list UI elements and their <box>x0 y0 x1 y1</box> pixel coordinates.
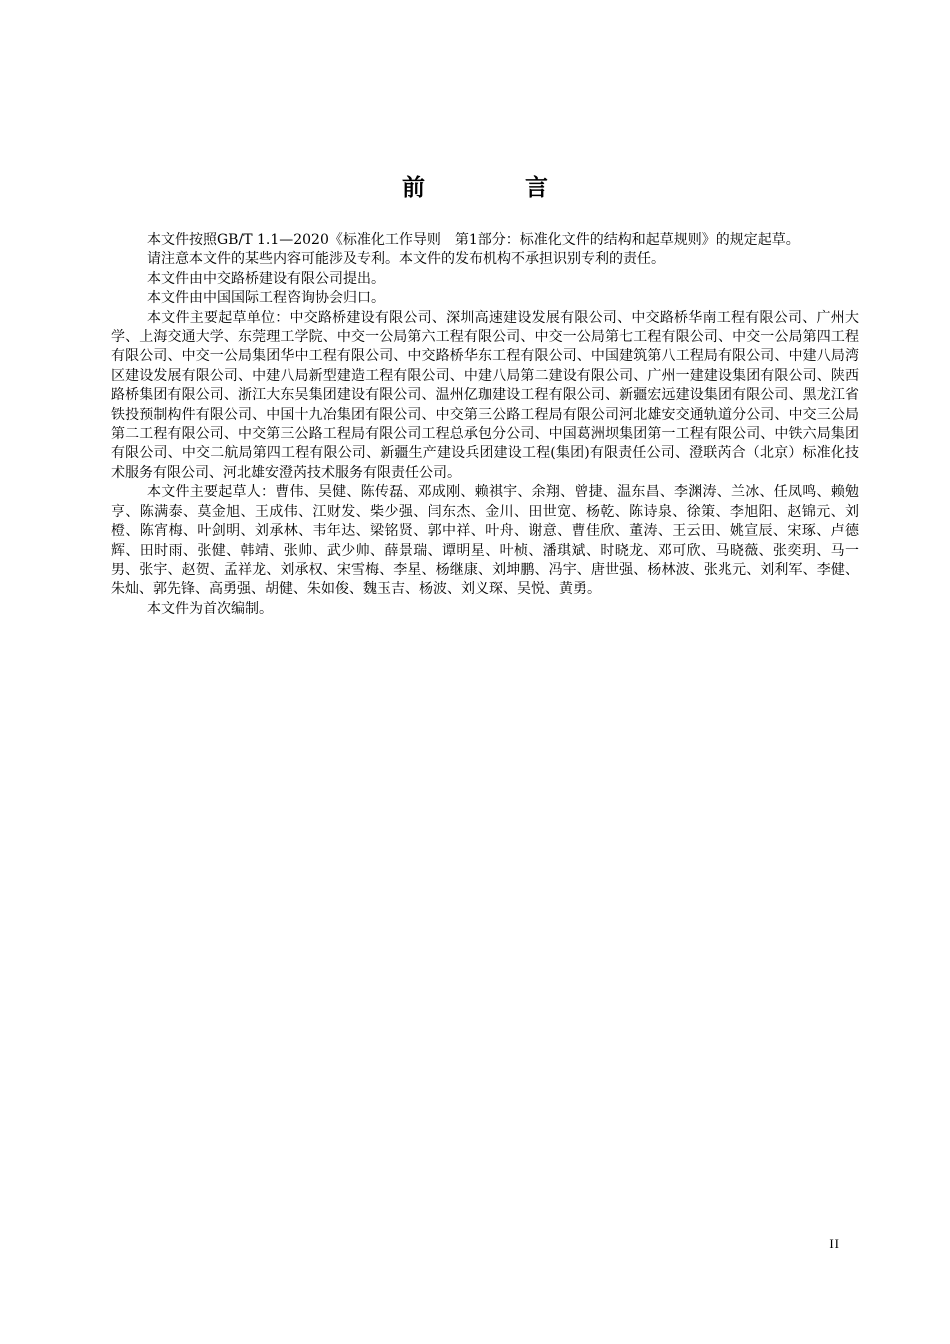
paragraph-patent-notice: 请注意本文件的某些内容可能涉及专利。本文件的发布机构不承担识别专利的责任。 <box>147 251 665 268</box>
paragraph-drafting-basis: 本文件按照GB/T 1.1—2020《标准化工作导则 第1部分：标准化文件的结构和起草规则》的规定起草。 <box>147 232 800 248</box>
preface-body <box>111 231 859 619</box>
page-number: II <box>829 1236 840 1251</box>
paragraph-centralized-unit: 本文件由中国国际工程咨询协会归口。 <box>147 290 385 307</box>
paragraph-proposer: 本文件由中交路桥建设有限公司提出。 <box>147 270 385 287</box>
paragraph-drafters: 本文件主要起草人：曹伟、吴健、陈传磊、邓成刚、赖祺宇、余翔、曾捷、温东昌、李渊涛、兰冰、任凤鸣、赖勉亨、陈满泰、莫金旭、王成伟、江财发、柴少强、闫东杰、金川、田世宽、杨乾、陈诗泉、徐策、李旭阳、赵锦元、刘橙、陈宵梅、叶剑明、刘承林、韦年达、梁铭贤、郭中祥、叶舟、谢意、曹佳欣、董涛、王云田、姚宣辰、宋琢、卢德辉、田时雨、张健、韩靖、张帅、武少帅、薛景瑞、谭明星、叶桢、潘琪斌、时晓龙、邓可欣、马晓薇、张奕玥、马一男、张宇、赵贺、孟祥龙、刘承权、宋雪梅、李星、杨继康、刘坤鹏、冯宇、唐世强、杨林波、张兆元、刘利军、李健、朱灿、郭先锋、高勇强、胡健、朱如俊、魏玉吉、杨波、刘义琛、吴悦、黄勇。 <box>111 484 859 598</box>
page-title: 前 言 <box>401 175 594 201</box>
paragraph-first-edition: 本文件为首次编制。 <box>147 600 273 617</box>
paragraph-drafting-organizations: 本文件主要起草单位：中交路桥建设有限公司、深圳高速建设发展有限公司、中交路桥华南工程有限公司、广州大学、上海交通大学、东莞理工学院、中交一公局第六工程有限公司、中交一公局第七工程有限公司、中交一公局第四工程有限公司、中交一公局集团华中工程有限公司、中交路桥华东工程有限公司、中国建筑第八工程局有限公司、中建八局湾区建设发展有限公司、中建八局新型建造工程有限公司、中建八局第二建设有限公司、广州一建建设集团有限公司、陕西路桥集团有限公司、浙江大东吴集团建设有限公司、温州亿珈建设工程有限公司、新疆宏远建设集团有限公司、黑龙江省铁投预制构件有限公司、中国十九冶集团有限公司、中交第三公路工程局有限公司河北雄安交通轨道分公司、中交三公局第二工程有限公司、中交第三公路工程局有限公司工程总承包分公司、中国葛洲坝集团第一工程有限公司、中铁六局集团有限公司、中交二航局第四工程有限公司、新疆生产建设兵团建设工程(集团)有限责任公司、澄联芮合（北京）标准化技术服务有限公司、河北雄安澄芮技术服务有限责任公司。 <box>111 309 859 481</box>
